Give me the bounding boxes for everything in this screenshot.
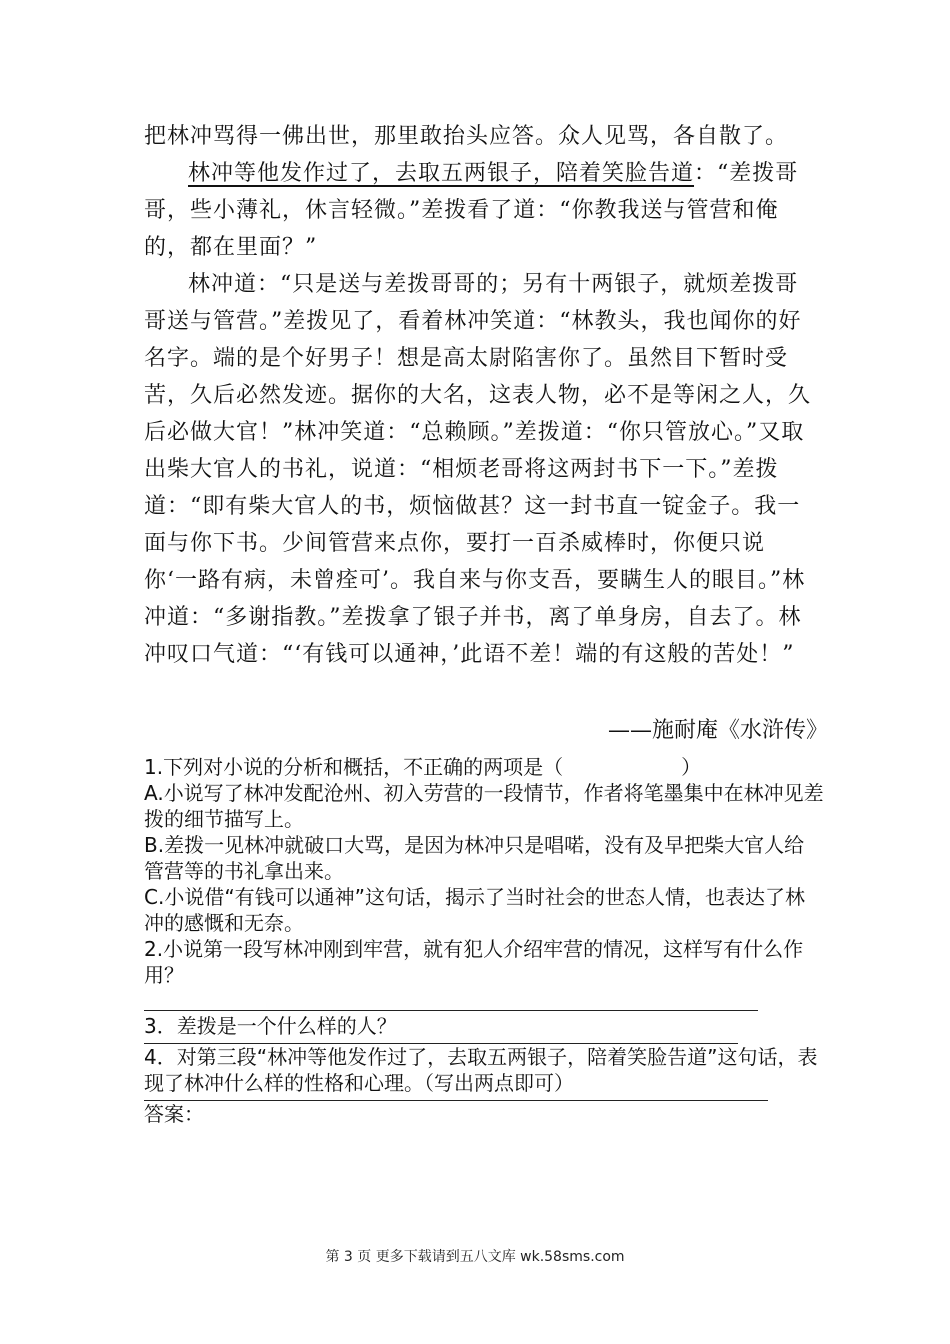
question-1	[144, 754, 824, 780]
page-footer: 第 3 页 更多下载请到五八文库 wk.58sms.com	[325, 1249, 625, 1265]
underlined-sentence: 林冲等他发作过了，去取五两银子，陪着笑脸告道	[188, 161, 695, 186]
question-3: 3．差拨是一个什么样的人？	[144, 1014, 397, 1038]
question-1-stem: 1.下列对小说的分析和概括，不正确的两项是（	[144, 755, 564, 779]
answer-line-2[interactable]	[144, 1010, 758, 1011]
passage-paragraph-1: 把林冲骂得一佛出世，那里敢抬头应答。众人见骂，各自散了。	[144, 124, 789, 149]
passage-text	[144, 118, 814, 673]
source-attribution: ——施耐庵《水浒传》	[607, 718, 828, 743]
passage-paragraph-2	[144, 155, 814, 266]
question-2: 2.小说第一段写林冲刚到牢营，就有犯人介绍牢营的情况，这样写有什么作用？	[144, 937, 804, 987]
question-4: 4．对第三段“林冲等他发作过了，去取五两银子，陪着笑脸告道”这句话，表现了林冲什么样的性格和心理。（写出两点即可）	[144, 1045, 818, 1095]
passage-paragraph-2-rest: ：“差拨哥哥，些小薄礼，休言轻微。”差拨看了道：“你教我送与管营和俺的，都在里面？”	[144, 161, 799, 260]
answer-label: 答案：	[144, 1102, 204, 1126]
question-1-option-c: C.小说借“有钱可以通神”这句话，揭示了当时社会的世态人情，也表达了林冲的感慨和无奈。	[144, 885, 806, 935]
question-1-option-a: A.小说写了林冲发配沧州、初入劳营的一段情节，作者将笔墨集中在林冲见差拨的细节描写上。	[144, 781, 824, 831]
question-1-option-b: B.差拨一见林冲就破口大骂，是因为林冲只是唱喏，没有及早把柴大官人给管营等的书礼拿出来。	[144, 833, 805, 883]
passage-paragraph-3: 林冲道：“只是送与差拨哥哥的；另有十两银子，就烦差拨哥哥送与管营。”差拨见了，看着林冲笑道：“林教头，我也闻你的好名字。端的是个好男子！想是高太尉陷害你了。虽然目下暂时受苦，久后必然发迹。据你的大名，这表人物，必不是等闲之人，久后必做大官！”林冲笑道：“总赖顾。”差拨道：“你只管放心。”又取出柴大官人的书礼，说道：“相烦老哥将这两封书下一下。”差拨道：“即有柴大官人的书，烦恼做甚？这一封书直一锭金子。我一面与你下书。少间管营来点你，要打一百杀威棒时，你便只说你‘一路有病，未曾痊可’。我自来与你支吾，要瞒生人的眼目。”林冲道：“多谢指教。”差拨拿了银子并书，离了单身房，自去了。林冲叹口气道：“‘有钱可以通神，’此语不差！端的有这般的苦处！”	[144, 272, 812, 667]
questions-section	[144, 754, 824, 1127]
question-1-close: ）	[681, 755, 702, 779]
